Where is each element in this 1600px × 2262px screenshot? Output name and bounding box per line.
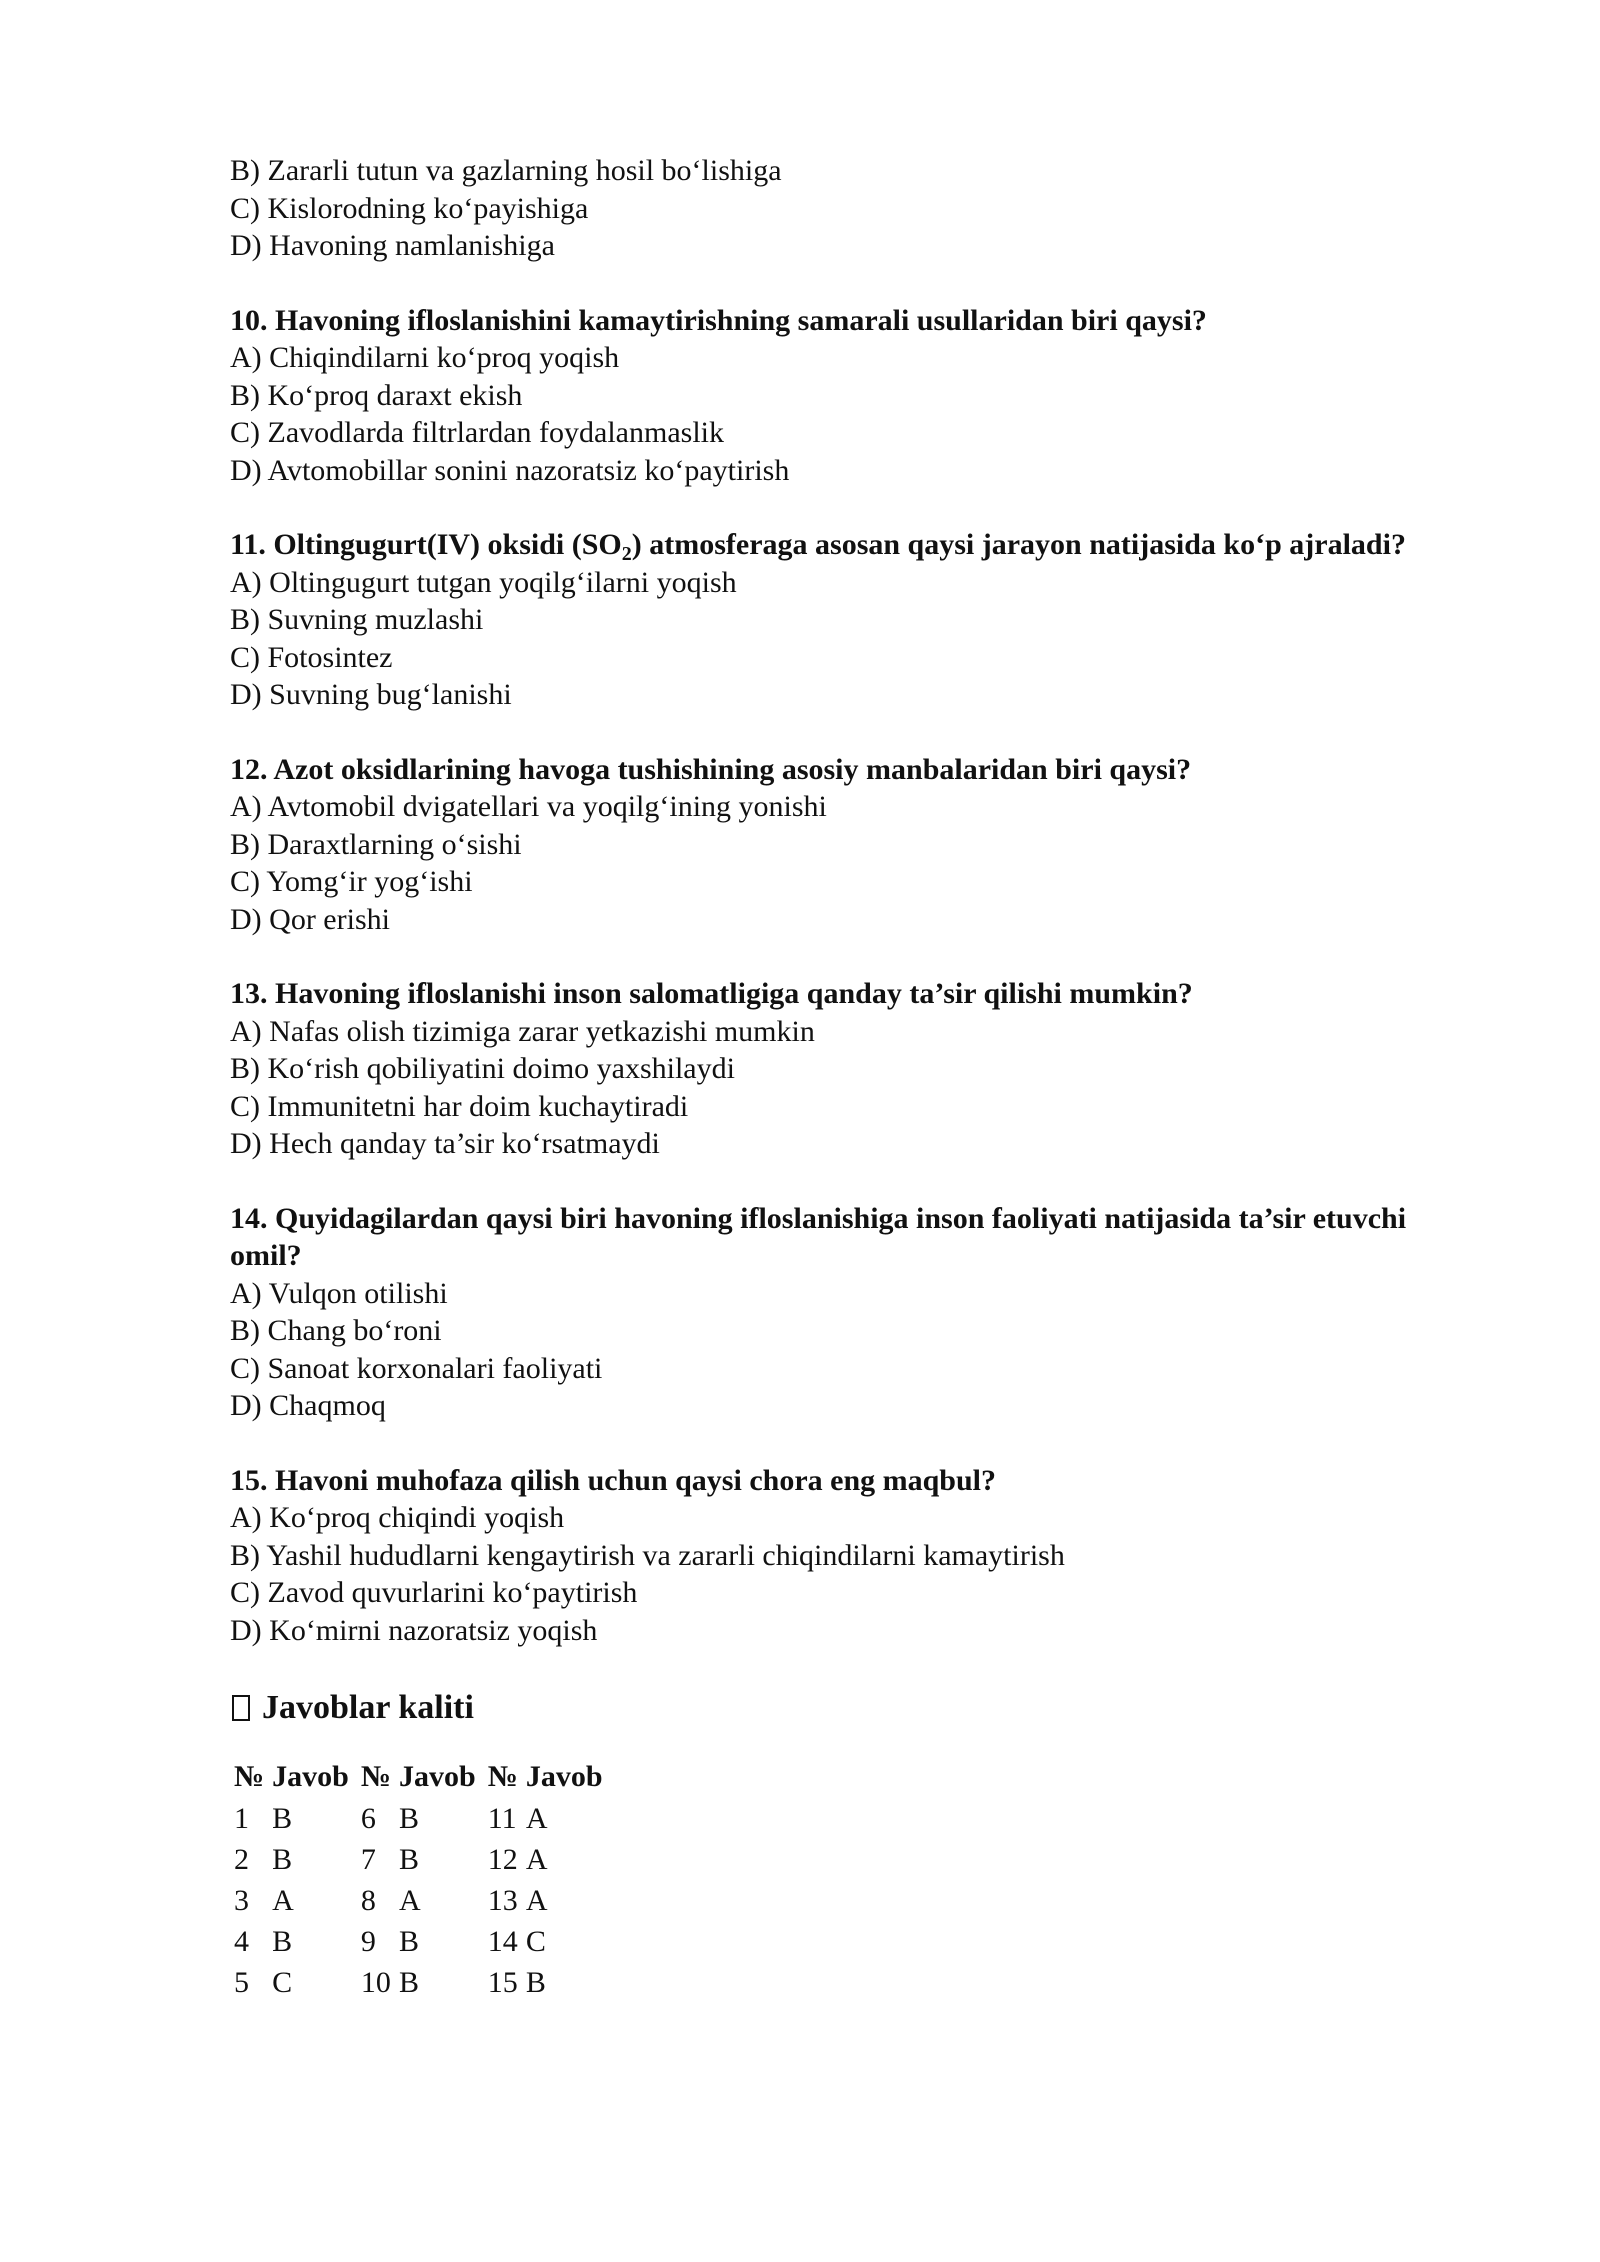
question-number: 1 — [234, 1801, 249, 1835]
option-12-c: C) Yomg‘ir yog‘ishi — [230, 865, 473, 898]
option-13-c: C) Immunitetni har doim kuchaytiradi — [230, 1089, 689, 1123]
option-10-a: A) Chiqindilarni ko‘proq yoqish — [230, 341, 620, 374]
option-11-d: D) Suvning bug‘lanishi — [230, 678, 512, 711]
option-15-a: A) Ko‘proq chiqindi yoqish — [230, 1501, 565, 1534]
page-content — [230, 152, 1410, 2003]
question-number: 5 — [234, 1965, 249, 1999]
question-14 — [230, 1200, 1410, 1425]
option-14-c: C) Sanoat korxonalari faoliyati — [230, 1351, 603, 1385]
question-number: 9 — [360, 1924, 376, 1958]
option-15-d: D) Ko‘mirni nazoratsiz yoqish — [230, 1613, 598, 1647]
question-number: 13 — [487, 1883, 518, 1917]
question-number: 7 — [360, 1842, 376, 1876]
header-number: № — [487, 1760, 518, 1793]
answer-letter: B — [272, 1924, 293, 1958]
question-11-title-subscript: 2 — [621, 543, 632, 565]
option-14-a: A) Vulqon otilishi — [230, 1276, 448, 1310]
option-9-c: C) Kislorodning ko‘payishiga — [230, 191, 589, 225]
option-10-b: B) Ko‘proq daraxt ekish — [230, 378, 523, 412]
question-10 — [230, 302, 1410, 490]
question-9-tail — [230, 152, 1410, 265]
missing-glyph-icon — [232, 1695, 250, 1721]
question-number: 14 — [487, 1924, 518, 1958]
question-number: 8 — [360, 1883, 376, 1917]
answer-key-heading — [230, 1686, 1410, 1730]
table-row — [230, 1921, 611, 1962]
question-number: 3 — [234, 1883, 249, 1917]
answer-letter: A — [525, 1801, 548, 1835]
answer-letter: A — [525, 1883, 548, 1917]
header-number: № — [360, 1760, 391, 1793]
header-answer: Javob — [272, 1760, 349, 1793]
question-10-title: 10. Havoning ifloslanishini kamaytirishning samarali usullaridan biri qaysi? — [230, 303, 1207, 337]
option-12-a: A) Avtomobil dvigatellari va yoqilg‘ining yonishi — [230, 790, 827, 823]
question-15 — [230, 1462, 1410, 1650]
answer-key-header-row — [230, 1756, 611, 1798]
question-11-title — [230, 526, 1410, 564]
option-11-a: A) Oltingugurt tutgan yoqilg‘ilarni yoqish — [230, 565, 737, 599]
option-9-b: B) Zararli tutun va gazlarning hosil bo‘lishiga — [230, 154, 782, 187]
table-row — [230, 1962, 611, 2003]
option-13-d: D) Hech qanday ta’sir ko‘rsatmaydi — [230, 1127, 660, 1160]
question-number: 4 — [234, 1924, 249, 1958]
question-number: 12 — [487, 1842, 518, 1876]
option-15-b: B) Yashil hududlarni kengaytirish va zararli chiqindilarni kamaytirish — [230, 1538, 1065, 1572]
question-number: 10 — [360, 1965, 391, 1999]
answer-key-table — [230, 1756, 611, 2003]
option-9-d: D) Havoning namlanishiga — [230, 229, 555, 262]
answer-letter: B — [272, 1842, 293, 1876]
question-number: 2 — [234, 1842, 249, 1876]
option-11-b: B) Suvning muzlashi — [230, 603, 484, 636]
answer-letter: B — [525, 1965, 546, 1999]
answer-letter: B — [399, 1924, 420, 1958]
option-12-b: B) Daraxtlarning o‘sishi — [230, 827, 522, 861]
answer-letter: B — [399, 1965, 420, 1999]
option-12-d: D) Qor erishi — [230, 902, 390, 936]
header-number: № — [234, 1760, 265, 1793]
answer-letter: B — [399, 1842, 420, 1876]
option-13-a: A) Nafas olish tizimiga zarar yetkazishi mumkin — [230, 1014, 815, 1048]
question-12-title: 12. Azot oksidlarining havoga tushishining asosiy manbalaridan biri qaysi? — [230, 752, 1192, 786]
header-answer: Javob — [399, 1760, 476, 1793]
answer-letter: A — [399, 1883, 421, 1917]
option-14-b: B) Chang bo‘roni — [230, 1314, 442, 1347]
option-10-c: C) Zavodlarda filtrlardan foydalanmaslik — [230, 416, 724, 449]
question-11-title-suffix: ) atmosferaga asosan qaysi jarayon natijasida ko‘p ajraladi? — [631, 528, 1406, 561]
question-14-title: 14. Quyidagilardan qaysi biri havoning ifloslanishiga inson faoliyati natijasida ta’sir etuvchi omil? — [230, 1201, 1407, 1272]
header-answer: Javob — [525, 1760, 603, 1793]
question-number: 11 — [487, 1801, 517, 1835]
question-13 — [230, 975, 1410, 1163]
table-row — [230, 1880, 611, 1921]
option-15-c: C) Zavod quvurlarini ko‘paytirish — [230, 1576, 638, 1609]
table-row — [230, 1798, 611, 1839]
question-15-title: 15. Havoni muhofaza qilish uchun qaysi chora eng maqbul? — [230, 1463, 997, 1497]
option-13-b: B) Ko‘rish qobiliyatini doimo yaxshilaydi — [230, 1052, 735, 1085]
answer-key-heading-text: Javoblar kaliti — [262, 1689, 474, 1726]
question-12 — [230, 751, 1410, 939]
answer-letter: B — [399, 1801, 420, 1835]
answer-letter: A — [272, 1883, 294, 1917]
option-11-c: C) Fotosintez — [230, 640, 393, 674]
question-number: 15 — [487, 1965, 518, 1999]
option-10-d: D) Avtomobillar sonini nazoratsiz ko‘paytirish — [230, 453, 790, 487]
answer-letter: C — [525, 1924, 546, 1958]
option-14-d: D) Chaqmoq — [230, 1389, 386, 1422]
question-13-title: 13. Havoning ifloslanishi inson salomatligiga qanday ta’sir qilishi mumkin? — [230, 977, 1193, 1010]
question-11-title-prefix: 11. Oltingugurt(IV) oksidi (SO — [230, 528, 622, 561]
table-row — [230, 1839, 611, 1880]
answer-letter: C — [272, 1965, 293, 1999]
question-number: 6 — [360, 1801, 376, 1835]
answer-letter: A — [525, 1842, 548, 1876]
answer-letter: B — [272, 1801, 293, 1835]
question-11 — [230, 526, 1410, 714]
